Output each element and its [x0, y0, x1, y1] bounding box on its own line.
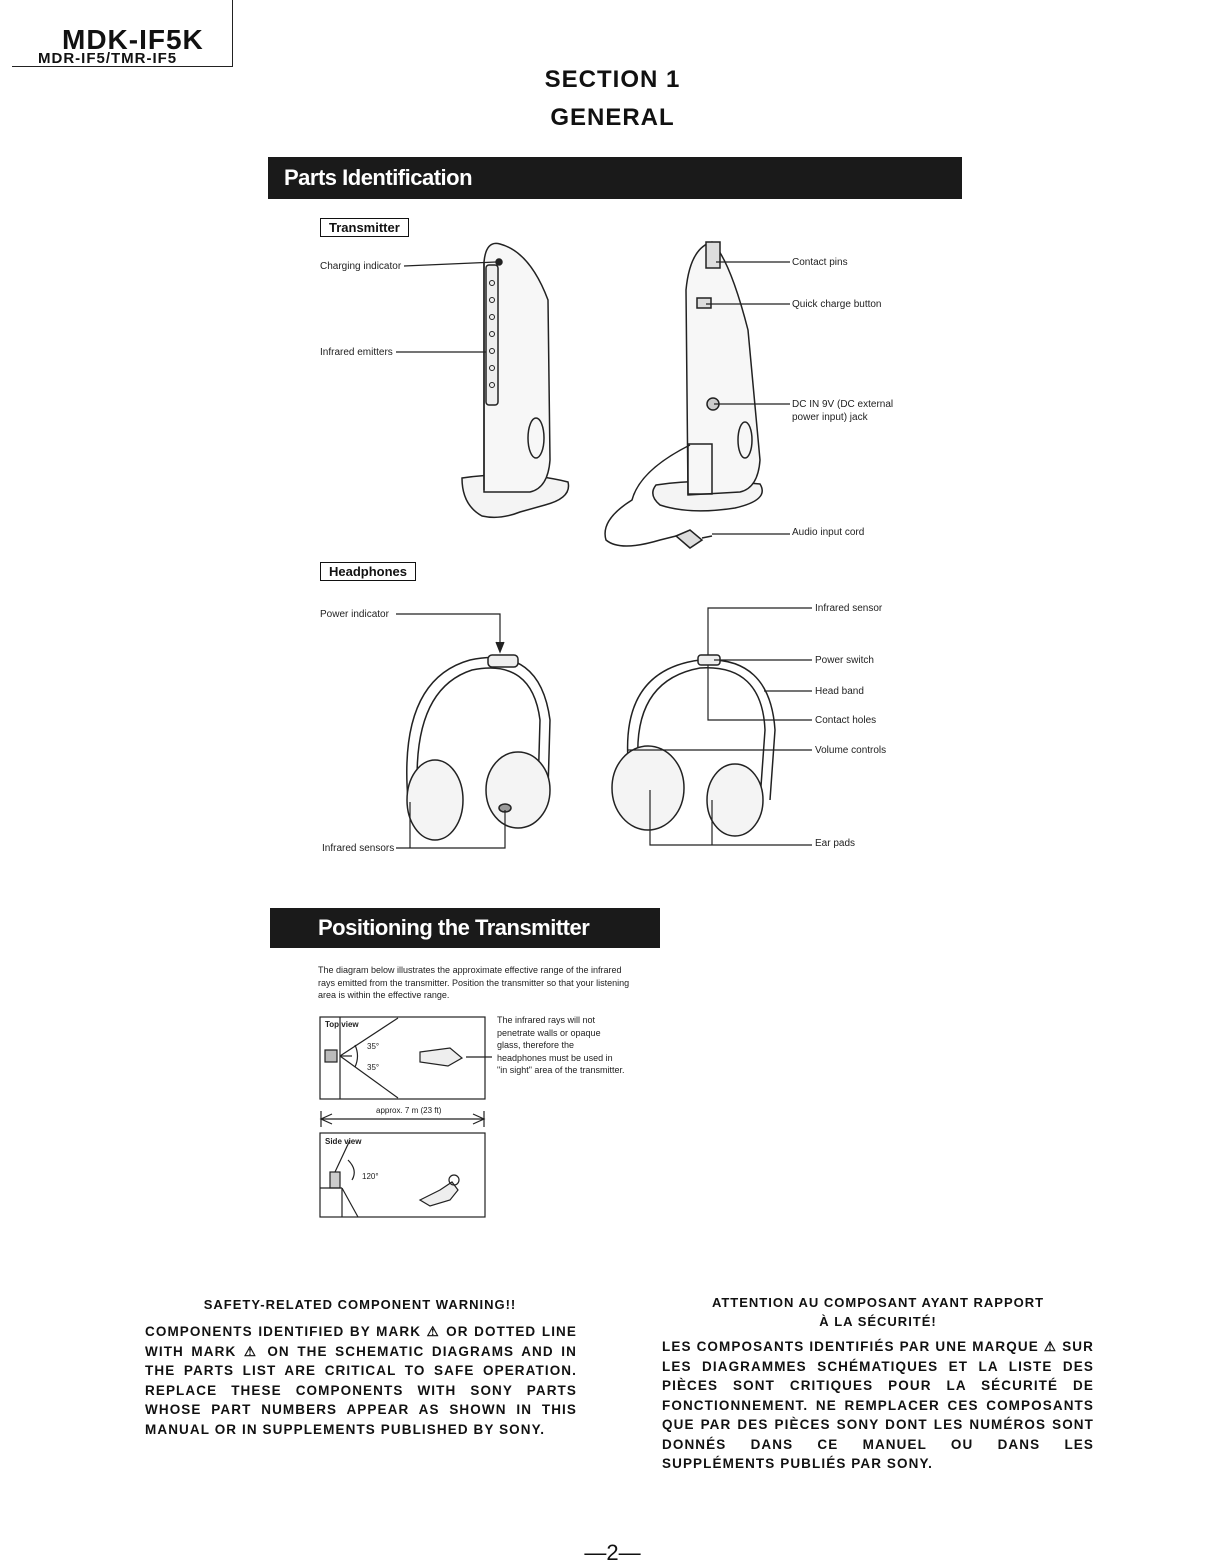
- warning-fr-body: LES COMPOSANTS IDENTIFIÉS PAR UNE MARQUE ⚠ SUR LES DIAGRAMMES SCHÉMATIQUES ET LA LISTE DES PIÈCES SONT CRITIQUES POUR LA SÉCURITÉ DE FONCTIONNEMENT. NE REMPLACER CES COMPOSANTS QUE PAR DES PIÈCES SONY DONT LES NUMÉROS SONT DONNÉS DANS CE MANUEL OU DANS LES SUPPLÉMENTS PUBLIÉS PAR SONY.: [662, 1339, 1094, 1471]
- warning-en-title: SAFETY-RELATED COMPONENT WARNING!!: [203, 1297, 517, 1312]
- model-sub-numbers: MDR-IF5/TMR-IF5: [38, 50, 178, 67]
- label-dc-in-line1: DC IN 9V (DC external: [792, 399, 894, 410]
- transmitter-front-illustration: [462, 243, 569, 517]
- headphones-back-illustration: [612, 655, 775, 836]
- headphones-front-illustration: [407, 655, 550, 840]
- label-ear-pads: Ear pads: [815, 838, 856, 849]
- label-infrared-emitters: Infrared emitters: [320, 347, 393, 358]
- warning-fr-title-line2: À LA SÉCURITÉ!: [819, 1314, 937, 1329]
- label-power-switch: Power switch: [815, 655, 874, 666]
- top-view-diagram: [320, 1017, 492, 1099]
- transmitter-back-illustration: [605, 242, 762, 548]
- label-power-indicator: Power indicator: [320, 609, 389, 620]
- positioning-heading: [270, 908, 660, 948]
- warning-en-body: COMPONENTS IDENTIFIED BY MARK ⚠ OR DOTTED LINE WITH MARK ⚠ ON THE SCHEMATIC DIAGRAMS AND IN THE PARTS LIST ARE CRITICAL TO SAFE OPERATION. REPLACE THESE COMPONENTS WITH SONY PARTS WHOSE PART NUMBERS APPEAR AS SHOWN IN THIS MANUAL OR IN SUPPLEMENTS PUBLISHED BY SONY.: [145, 1324, 577, 1437]
- positioning-title: Positioning the Transmitter: [318, 915, 590, 940]
- side-view-label: Side view: [325, 1137, 362, 1146]
- warning-fr-title-line1: ATTENTION AU COMPOSANT AYANT RAPPORT: [711, 1295, 1045, 1310]
- positioning-note: The infrared rays will not penetrate walls or opaque glass, therefore the headphones must be used in "in sight" area of the transmitter.: [497, 1015, 625, 1075]
- positioning-description: The diagram below illustrates the approximate effective range of the infrared rays emitted from the transmitter. Position the transmitter so that your listening area is within the effective range.: [318, 965, 630, 1000]
- label-dc-in-line2: power input) jack: [792, 412, 868, 423]
- label-infrared-sensors: Infrared sensors: [322, 843, 395, 854]
- label-quick-charge-button: Quick charge button: [792, 299, 882, 310]
- parts-identification-title: Parts Identification: [284, 165, 473, 190]
- model-number: MDK-IF5K: [62, 24, 204, 55]
- parts-identification-heading: [268, 157, 962, 199]
- top-view-label: Top view: [325, 1020, 359, 1029]
- label-contact-holes: Contact holes: [815, 715, 877, 726]
- label-head-band: Head band: [815, 686, 864, 697]
- label-infrared-sensor: Infrared sensor: [815, 603, 883, 614]
- label-contact-pins: Contact pins: [792, 257, 848, 268]
- page-number: —2—: [584, 1540, 641, 1565]
- section-title: GENERAL: [550, 104, 675, 131]
- headphones-tag: Headphones: [320, 562, 416, 581]
- label-volume-controls: Volume controls: [815, 745, 887, 756]
- top-angle-upper: 35°: [367, 1042, 380, 1051]
- section-number: SECTION 1: [544, 66, 681, 93]
- top-angle-lower: 35°: [367, 1063, 380, 1072]
- side-angle: 120°: [362, 1172, 379, 1181]
- transmitter-tag: Transmitter: [320, 218, 409, 237]
- distance-label: approx. 7 m (23 ft): [376, 1106, 442, 1115]
- label-audio-input-cord: Audio input cord: [792, 527, 865, 538]
- label-charging-indicator: Charging indicator: [320, 261, 402, 272]
